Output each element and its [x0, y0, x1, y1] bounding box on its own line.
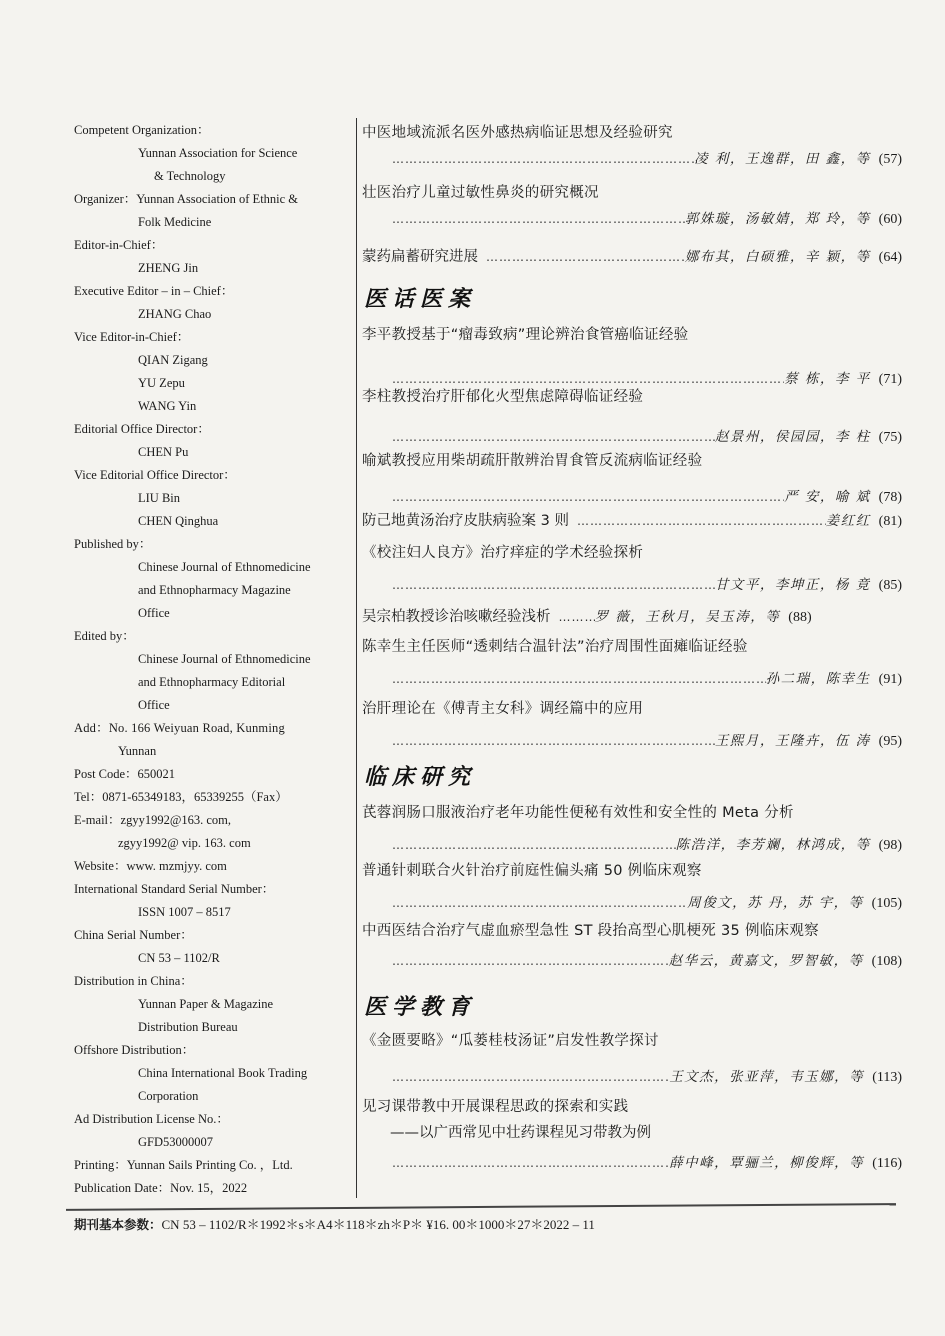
page-number: (108) — [871, 954, 902, 969]
article-title: 蒙药扁蓄研究进展 — [362, 249, 478, 265]
leader-dots — [362, 572, 715, 598]
page-number: (95) — [878, 734, 902, 749]
website: Website：www. mzmjyy. com — [74, 859, 227, 873]
masthead-value: CHEN Qinghua — [138, 514, 219, 528]
article-authors: 凌 利，王逸群，田 鑫，等 — [694, 151, 871, 167]
toc-entry[interactable] — [362, 918, 902, 974]
leader-dots — [362, 1064, 669, 1090]
toc-entry[interactable] — [362, 1094, 902, 1176]
toc-entry[interactable] — [362, 696, 902, 754]
article-authors: 娜布其，白硕雅，辛 颖，等 — [684, 249, 871, 265]
masthead-label: Offshore Distribution： — [74, 1043, 195, 1057]
article-authors: 蔡 栋，李 平 — [784, 371, 871, 387]
masthead-value: LIU Bin — [138, 491, 181, 505]
article-authors: 赵景州，侯园园，李 柱 — [714, 429, 871, 445]
masthead-label: Distribution in China： — [74, 974, 193, 988]
article-title: 《校注妇人良方》治疗痒症的学术经验探析 — [362, 545, 644, 561]
page-number: (64) — [878, 250, 902, 265]
masthead-value: Office — [138, 698, 170, 712]
address-line: Yunnan — [118, 744, 157, 758]
email: zgyy1992@ vip. 163. com — [118, 836, 251, 850]
masthead-label: Vice Editor-in-Chief： — [74, 330, 190, 344]
article-title: 喻斌教授应用柴胡疏肝散辨治胃食管反流病临证经验 — [362, 453, 703, 469]
toc-entry[interactable] — [362, 1028, 902, 1090]
masthead-value: Yunnan Association for Science — [138, 146, 298, 160]
article-authors: 赵华云，黄嘉文，罗智敏，等 — [668, 953, 864, 969]
page-number: (88) — [788, 610, 812, 625]
article-authors: 薛中峰，覃骊兰，柳俊辉，等 — [669, 1155, 865, 1171]
article-authors: 王文杰，张亚萍，韦玉娜，等 — [669, 1069, 865, 1085]
masthead-value: ZHANG Chao — [138, 307, 212, 321]
masthead-value: and Ethnopharmacy Editorial — [138, 675, 286, 689]
article-title: 普通针刺联合火针治疗前庭性偏头痛 50 例临床观察 — [362, 863, 702, 879]
masthead-column — [74, 119, 352, 1200]
masthead-label: Edited by： — [74, 629, 135, 643]
address-line: Add：No. 166 Weiyuan Road, Kunming — [74, 721, 285, 735]
section-heading: 医话医案 — [364, 286, 477, 312]
masthead-value: WANG Yin — [138, 399, 197, 413]
article-title: 吴宗柏教授诊治咳嗽经验浅析 — [362, 609, 551, 625]
page-number: (78) — [878, 490, 902, 505]
leader-dots — [362, 948, 669, 974]
masthead-value: CHEN Pu — [138, 445, 189, 459]
toc-entry[interactable] — [362, 508, 902, 534]
toc-entry[interactable] — [362, 540, 902, 598]
masthead-value: Distribution Bureau — [138, 1020, 238, 1034]
article-authors: 罗 薇，王秋月，吴玉涛，等 — [594, 609, 781, 625]
article-authors: 甘文平，李坤正，杨 竟 — [714, 577, 871, 593]
masthead-value: Chinese Journal of Ethnomedicine — [138, 560, 311, 574]
masthead-value: YU Zepu — [138, 376, 185, 390]
leader-dots — [478, 244, 685, 270]
toc-entry[interactable] — [362, 448, 902, 510]
leader-dots — [551, 604, 595, 630]
article-authors: 周俊文，苏 丹，苏 宇，等 — [687, 895, 864, 911]
page-number: (113) — [872, 1070, 902, 1085]
article-title: 防己地黄汤治疗皮肤病验案 3 则 — [362, 513, 569, 529]
journal-parameters — [74, 1214, 595, 1233]
masthead-value: Corporation — [138, 1089, 199, 1103]
telephone: Tel：0871-65349183，65339255（Fax） — [74, 790, 288, 804]
masthead-value: and Ethnopharmacy Magazine — [138, 583, 291, 597]
toc-entry[interactable] — [362, 180, 902, 232]
article-title: 见习课带教中开展课程思政的探索和实践 — [362, 1099, 629, 1115]
toc-entry[interactable] — [362, 322, 902, 392]
toc-entry[interactable] — [362, 384, 902, 450]
article-title: 治肝理论在《傅青主女科》调经篇中的应用 — [362, 701, 644, 717]
page-number: (71) — [878, 372, 902, 387]
masthead-value: ZHENG Jin — [138, 261, 199, 275]
article-title: 李柱教授治疗肝郁化火型焦虑障碍临证经验 — [362, 389, 644, 405]
leader-dots — [362, 484, 784, 510]
masthead-value: & Technology — [154, 169, 226, 183]
email: E-mail：zgyy1992@163. com, — [74, 813, 231, 827]
masthead-label: International Standard Serial Number： — [74, 882, 275, 896]
page-number: (85) — [878, 578, 902, 593]
publication-date: Publication Date：Nov. 15，2022 — [74, 1181, 248, 1195]
masthead-label: Editor-in-Chief： — [74, 238, 164, 252]
article-authors: 王熙月，王隆卉，伍 涛 — [714, 733, 871, 749]
toc-entry[interactable] — [362, 858, 902, 916]
article-authors: 姜红红 — [825, 513, 871, 529]
section-heading: 临床研究 — [364, 764, 477, 790]
masthead-value: China International Book Trading — [138, 1066, 308, 1080]
masthead-value: GFD53000007 — [138, 1135, 214, 1149]
article-authors: 严 安，喻 斌 — [784, 489, 871, 505]
printing: Printing：Yunnan Sails Printing Co. ，Ltd. — [74, 1158, 293, 1172]
masthead-label: Published by： — [74, 537, 152, 551]
toc-entry[interactable] — [362, 634, 902, 692]
page-number: (60) — [878, 212, 902, 227]
page-number: (81) — [878, 514, 902, 529]
article-title: 中西医结合治疗气虚血瘀型急性 ST 段抬高型心肌梗死 35 例临床观察 — [362, 923, 819, 939]
page-number: (91) — [878, 672, 902, 687]
masthead-label: Organizer：Yunnan Association of Ethnic & — [74, 192, 299, 206]
leader-dots — [362, 666, 766, 692]
article-title: 李平教授基于“瘤毒致病”理论辨治食管癌临证经验 — [362, 327, 689, 343]
leader-dots — [362, 890, 687, 916]
article-title: 芪蓉润肠口服液治疗老年功能性便秘有效性和安全性的 Meta 分析 — [362, 805, 794, 821]
page-number: (98) — [878, 838, 902, 853]
masthead-value: Office — [138, 606, 170, 620]
footer-divider — [66, 1203, 896, 1210]
article-title: 陈幸生主任医师“透刺结合温针法”治疗周围性面瘫临证经验 — [362, 639, 748, 655]
article-authors: 陈浩洋，李芳斓，林鸿成，等 — [675, 837, 871, 853]
article-authors: 郭姝璇，汤敏婧，郑 玲，等 — [684, 211, 871, 227]
article-authors: 孙二瑞，陈幸生 — [765, 671, 871, 687]
leader-dots — [362, 728, 715, 754]
article-subtitle: ——以广西常见中壮药课程见习带教为例 — [390, 1125, 651, 1141]
page-number: (105) — [871, 896, 902, 911]
masthead-value: CN 53 – 1102/R — [138, 951, 220, 965]
masthead-label: China Serial Number： — [74, 928, 193, 942]
page-number: (75) — [878, 430, 902, 445]
leader-dots — [362, 146, 694, 172]
leader-dots — [362, 1150, 669, 1176]
masthead-label: Executive Editor – in – Chief： — [74, 284, 234, 298]
article-title: 《金匮要略》“瓜蒌桂枝汤证”启发性教学探讨 — [362, 1033, 659, 1049]
page-number: (57) — [878, 152, 902, 167]
masthead-value: Chinese Journal of Ethnomedicine — [138, 652, 311, 666]
column-divider — [356, 118, 357, 1198]
article-title: 壮医治疗儿童过敏性鼻炎的研究概况 — [362, 185, 599, 201]
leader-dots — [362, 832, 676, 858]
article-title: 中医地域流派名医外感热病临证思想及经验研究 — [362, 125, 673, 141]
toc-entry[interactable] — [362, 800, 902, 858]
parameters-label: 期刊基本参数： — [74, 1217, 162, 1232]
section-heading: 医学教育 — [364, 994, 477, 1020]
masthead-value: QIAN Zigang — [138, 353, 208, 367]
masthead-label: Ad Distribution License No.： — [74, 1112, 229, 1126]
leader-dots — [362, 206, 685, 232]
masthead-label: Vice Editorial Office Director： — [74, 468, 236, 482]
page-number: (116) — [872, 1156, 902, 1171]
masthead-value: Yunnan Paper & Magazine — [138, 997, 274, 1011]
leader-dots — [569, 508, 826, 534]
toc-entry[interactable] — [362, 244, 902, 270]
leader-dots — [362, 424, 715, 450]
parameters-value: CN 53 – 1102/R＊1992＊s＊A4＊118＊zh＊P＊ ¥16. 00＊1000＊27＊2022 – 11 — [161, 1217, 595, 1232]
masthead-label: Editorial Office Director： — [74, 422, 210, 436]
masthead-value: ISSN 1007 – 8517 — [138, 905, 231, 919]
masthead-label: Competent Organization： — [74, 123, 210, 137]
post-code: Post Code：650021 — [74, 767, 176, 781]
toc-entry[interactable] — [362, 120, 902, 172]
masthead-value: Folk Medicine — [138, 215, 212, 229]
toc-entry[interactable] — [362, 604, 902, 630]
